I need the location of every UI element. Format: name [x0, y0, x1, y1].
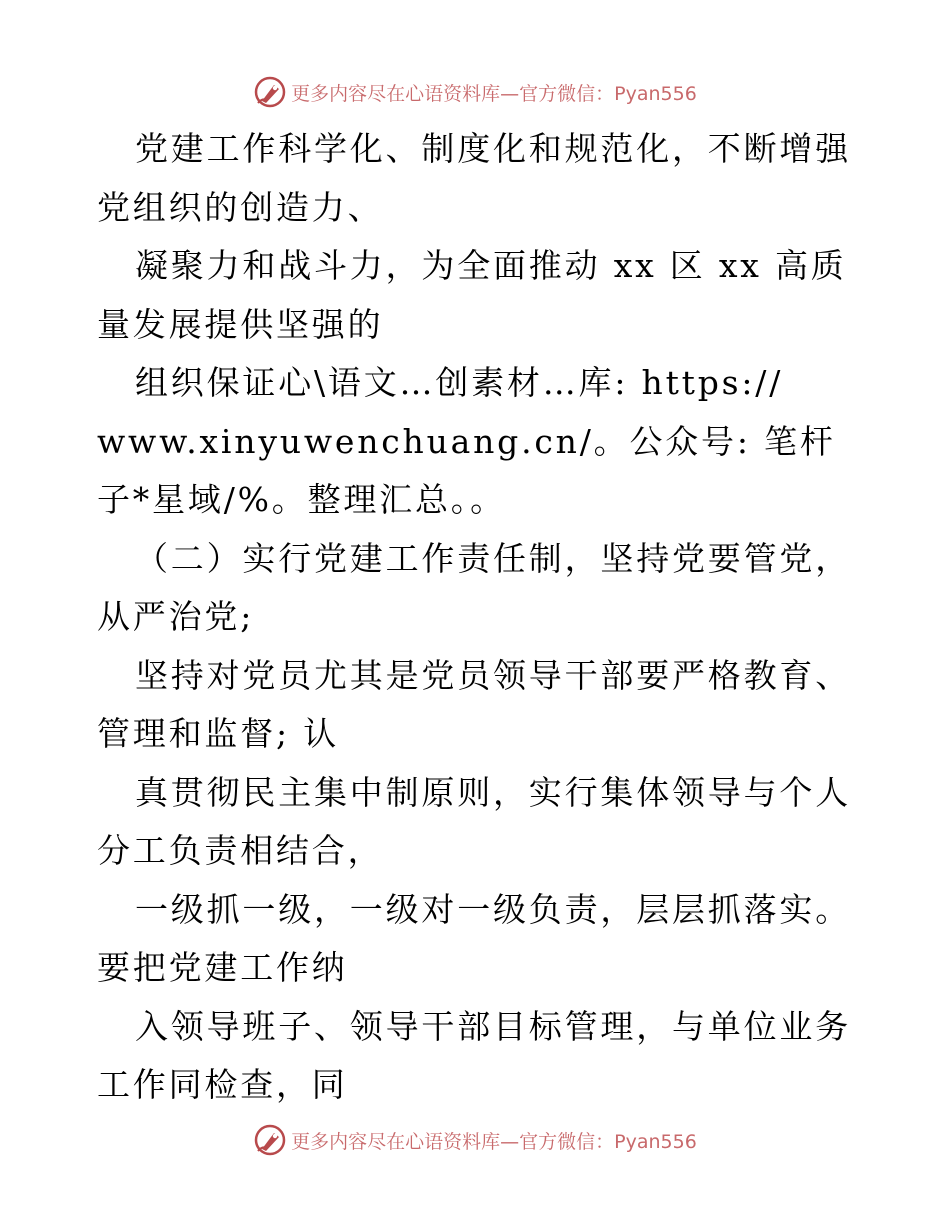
paragraph-8: 一级抓一级，一级对一级负责，层层抓落实。要把党建工作纳 — [97, 889, 851, 987]
paragraph-4: www.xinyuwenchuang.cn/。公众号: 笔杆子*星域/%。整理汇总。。 — [97, 421, 836, 519]
paragraph-9: 入领导班子、领导干部目标管理，与单位业务工作同检查，同 — [97, 1006, 851, 1104]
header-banner — [0, 72, 950, 112]
paragraph-5: （二）实行党建工作责任制，坚持党要管党，从严治党; — [97, 538, 851, 636]
pen-nib-logo-icon — [253, 75, 287, 109]
header-banner-text: 更多内容尽在心语资料库—官方微信：Pyan556 — [291, 82, 697, 105]
paragraph-6: 坚持对党员尤其是党员领导干部要严格教育、管理和监督; 认 — [97, 655, 851, 753]
paragraph-1: 党建工作科学化、制度化和规范化，不断增强党组织的创造力、 — [97, 129, 851, 227]
paragraph-7: 真贯彻民主集中制原则，实行集体领导与个人分工负责相结合， — [97, 772, 851, 870]
paragraph-2: 凝聚力和战斗力，为全面推动 xx 区 xx 高质量发展提供坚强的 — [97, 246, 847, 344]
document-body — [97, 120, 857, 1115]
footer-banner-text: 更多内容尽在心语资料库—官方微信：Pyan556 — [291, 1130, 697, 1153]
paragraph-3: 组织保证心\语文…创素材…库: https:// — [135, 363, 784, 402]
footer-banner — [0, 1120, 950, 1160]
pen-nib-logo-icon — [253, 1123, 287, 1157]
